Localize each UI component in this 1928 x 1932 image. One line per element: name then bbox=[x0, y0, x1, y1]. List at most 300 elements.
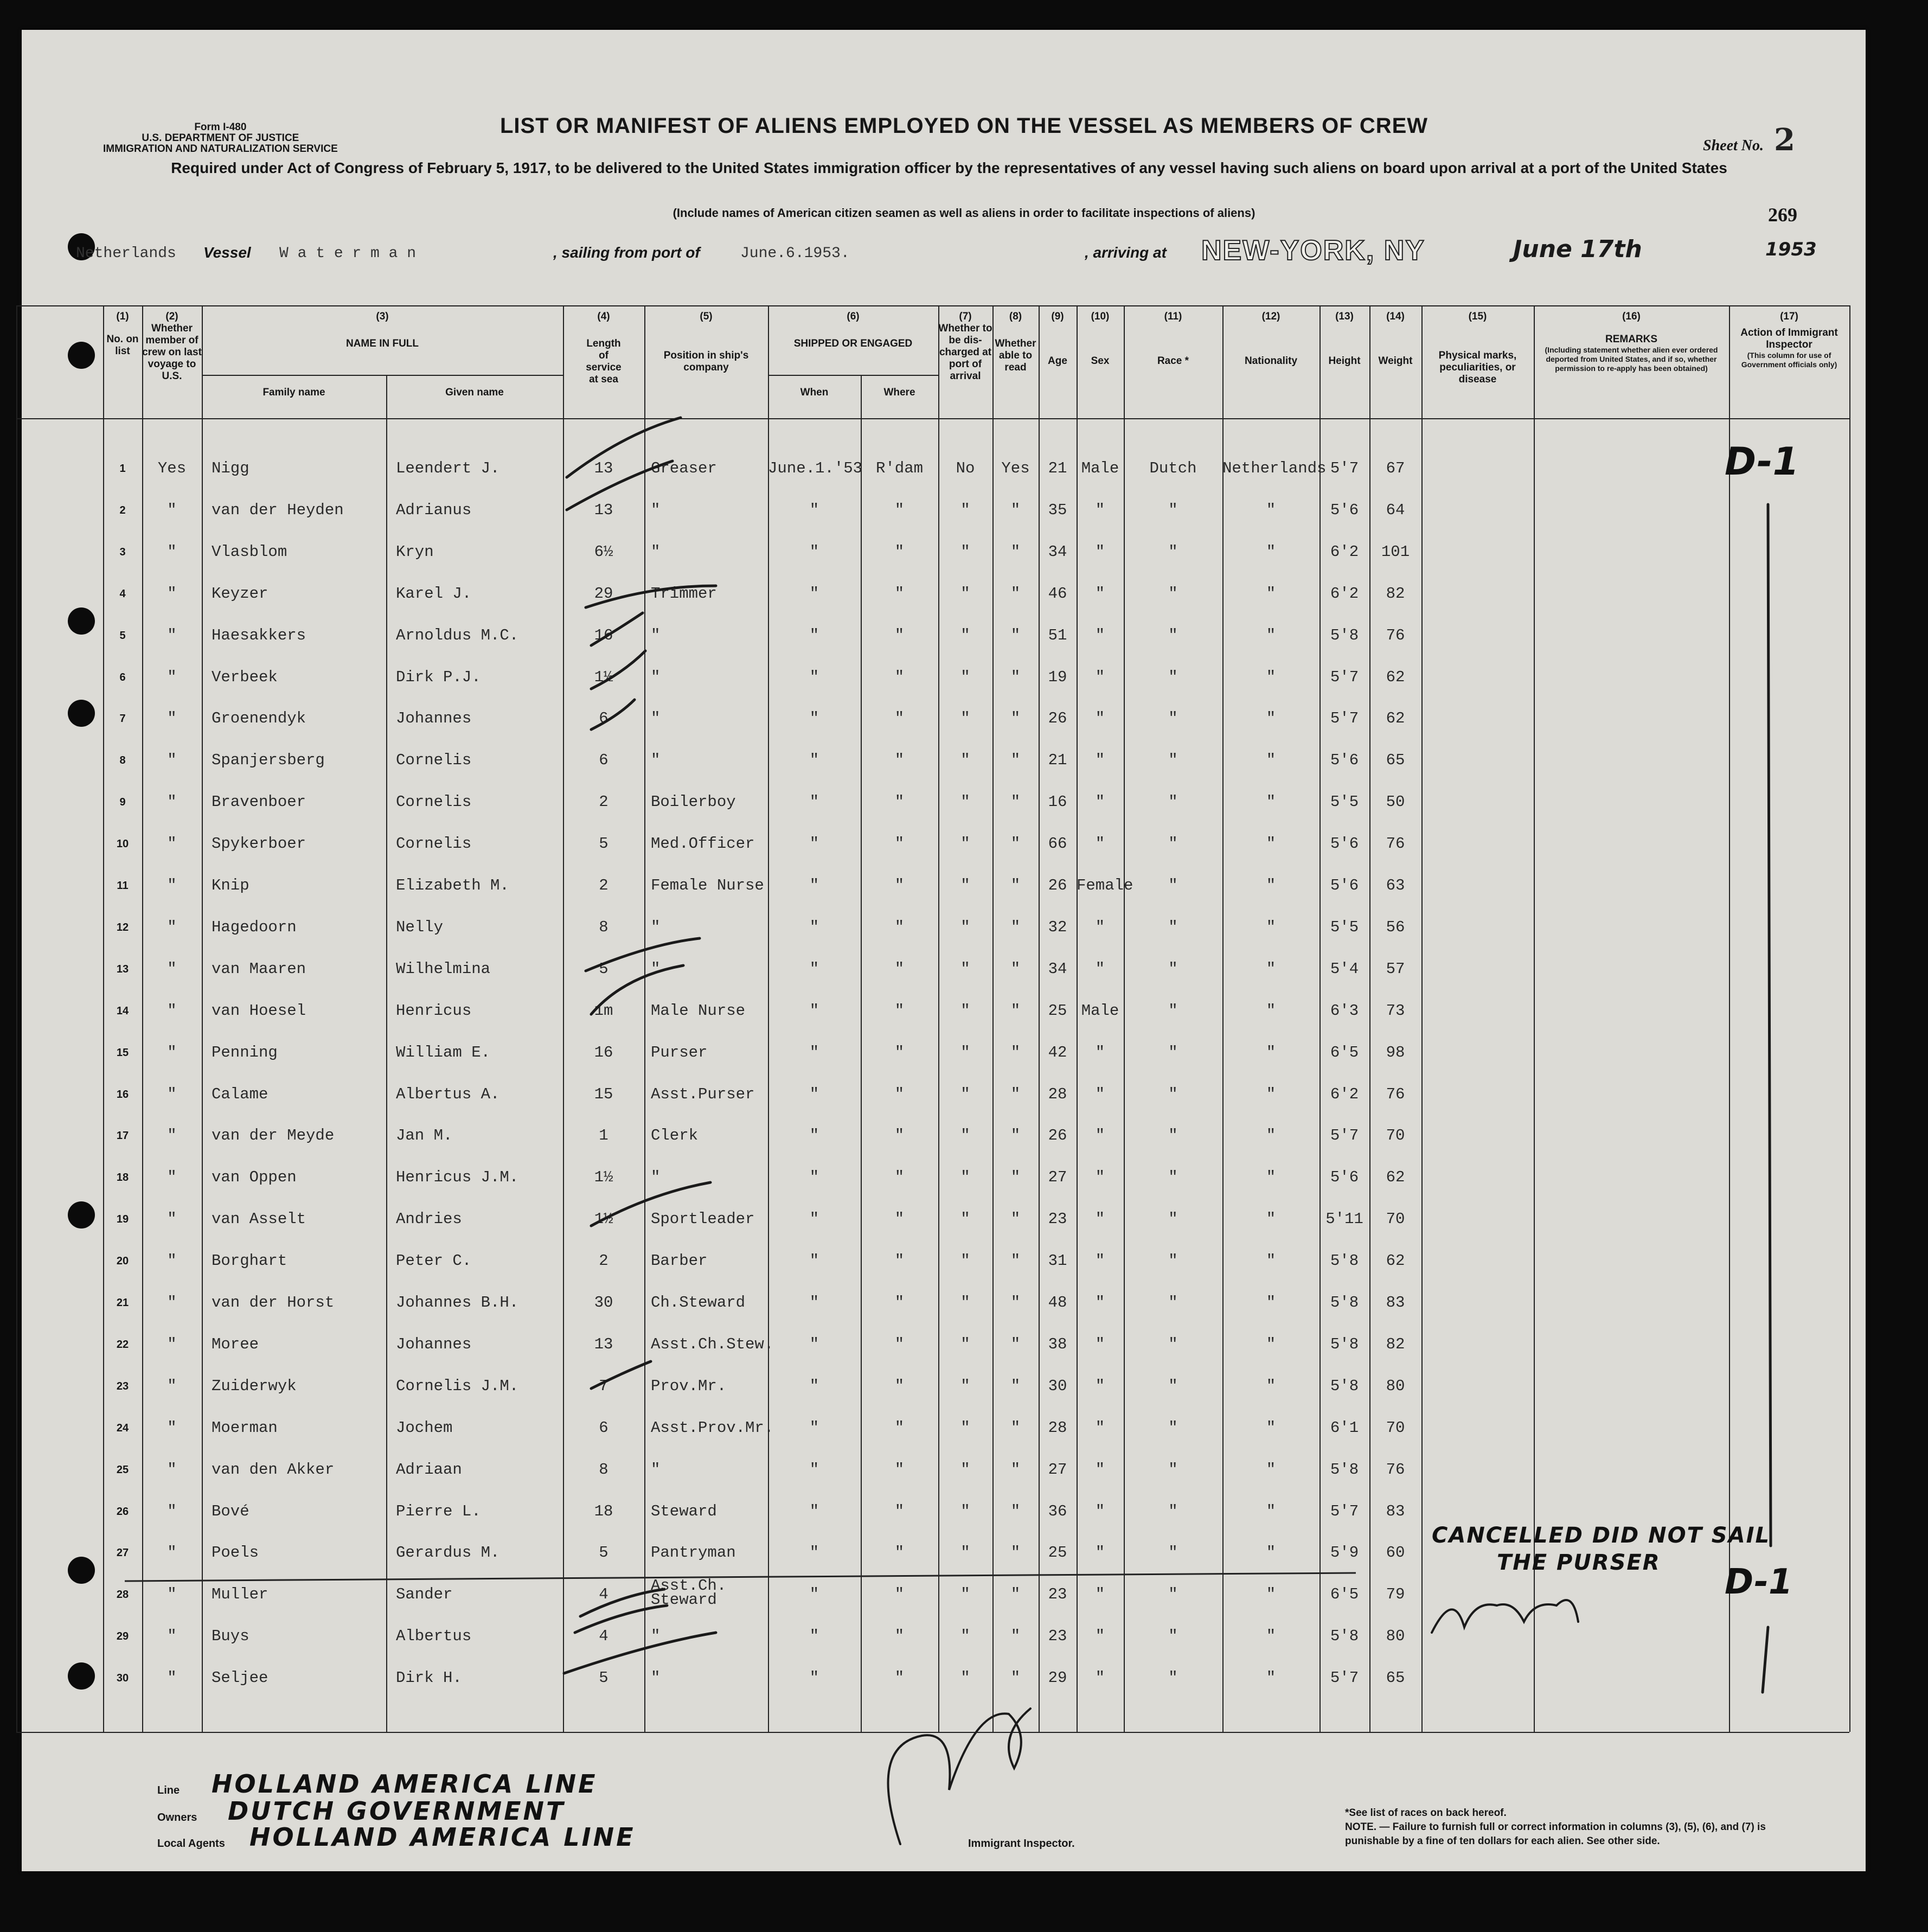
cell-race: " bbox=[1168, 1377, 1178, 1395]
cell-read: " bbox=[1010, 918, 1021, 936]
cell-family: Seljee bbox=[212, 1669, 268, 1687]
sheet-number-value: 2 bbox=[1774, 122, 1795, 158]
cell-prev: " bbox=[167, 1043, 177, 1061]
cell-given: Cornelis bbox=[396, 751, 472, 770]
cell-service: 1m bbox=[594, 1001, 613, 1020]
cell-weight: 80 bbox=[1386, 1627, 1405, 1646]
cell-nat: " bbox=[1266, 1252, 1276, 1270]
cell-disch: " bbox=[960, 959, 970, 978]
cell-read: " bbox=[1010, 1127, 1021, 1145]
col-header-sex: Sex bbox=[1091, 355, 1110, 367]
cell-position: Asst.Prov.Mr. bbox=[651, 1418, 774, 1437]
cell-when: " bbox=[809, 709, 819, 728]
cell-sex: " bbox=[1095, 1335, 1105, 1353]
cell-age: 23 bbox=[1048, 1627, 1067, 1646]
cell-family: van der Heyden bbox=[212, 501, 344, 519]
cell-weight: 76 bbox=[1386, 1085, 1405, 1103]
arrival-date: June 17th bbox=[1513, 235, 1642, 263]
col-header-height: Height bbox=[1328, 355, 1361, 367]
cell-sex: " bbox=[1095, 668, 1105, 686]
cell-height: 5'6 bbox=[1330, 877, 1359, 894]
cell-no: 25 bbox=[116, 1463, 129, 1476]
cell-prev: " bbox=[167, 1418, 177, 1437]
inspector-label: Immigrant Inspector. bbox=[968, 1838, 1075, 1850]
col-num-12: (12) bbox=[1261, 311, 1280, 322]
cell-race: " bbox=[1168, 1252, 1178, 1270]
cell-when: " bbox=[809, 959, 819, 978]
cell-read: " bbox=[1010, 1168, 1021, 1187]
cell-prev: Yes bbox=[157, 459, 187, 477]
cell-age: 31 bbox=[1048, 1252, 1067, 1270]
cell-given: Kryn bbox=[396, 542, 434, 561]
action-column-line bbox=[1768, 504, 1771, 1546]
cell-service: 5 bbox=[599, 1669, 608, 1687]
cell-family: van Maaren bbox=[212, 959, 306, 978]
cell-read: " bbox=[1010, 1001, 1021, 1020]
cell-position: " bbox=[651, 751, 661, 770]
cell-where: R'dam bbox=[875, 459, 923, 477]
cell-sex: " bbox=[1095, 793, 1105, 811]
cell-nat: " bbox=[1266, 626, 1276, 644]
cell-weight: 62 bbox=[1386, 1252, 1405, 1270]
cell-sex: " bbox=[1095, 1460, 1105, 1479]
cell-nat: " bbox=[1266, 501, 1276, 519]
cell-age: 16 bbox=[1048, 793, 1067, 811]
cell-when: " bbox=[809, 1127, 819, 1145]
manifest-title: LIST OR MANIFEST OF ALIENS EMPLOYED ON THE VESSEL AS MEMBERS OF CREW bbox=[499, 114, 1429, 138]
cell-weight: 76 bbox=[1386, 1460, 1405, 1479]
col-header-where: Where bbox=[883, 387, 915, 398]
cell-sex: " bbox=[1095, 1544, 1105, 1562]
cell-position: Male Nurse bbox=[651, 1001, 746, 1020]
col-header-race: Race * bbox=[1157, 355, 1189, 367]
cell-nat: " bbox=[1266, 835, 1276, 853]
cell-height: 5'8 bbox=[1330, 1627, 1359, 1646]
cell-nat: " bbox=[1266, 1168, 1276, 1187]
cell-service: 5 bbox=[599, 835, 608, 853]
cell-given: Elizabeth M. bbox=[396, 877, 509, 894]
cell-read: " bbox=[1010, 793, 1021, 811]
cell-height: 5'5 bbox=[1330, 793, 1359, 811]
cell-no: 6 bbox=[119, 671, 126, 683]
cell-age: 32 bbox=[1048, 918, 1067, 936]
checkmark-stroke bbox=[591, 1182, 710, 1226]
cell-height: 5'6 bbox=[1330, 835, 1359, 853]
cell-disch: " bbox=[960, 626, 970, 644]
cell-when: " bbox=[809, 542, 819, 561]
cell-age: 66 bbox=[1048, 835, 1067, 853]
vessel-label: Vessel bbox=[203, 244, 251, 261]
cell-read: " bbox=[1010, 1460, 1021, 1479]
cell-given: Henricus J.M. bbox=[396, 1168, 519, 1187]
cell-given: Jan M. bbox=[396, 1127, 453, 1145]
cell-given: Leendert J. bbox=[396, 459, 500, 477]
cell-position: Steward bbox=[651, 1502, 717, 1520]
col-header-given: Given name bbox=[445, 387, 504, 398]
cell-where: " bbox=[894, 1544, 905, 1562]
cell-weight: 83 bbox=[1386, 1294, 1405, 1312]
agents-value: HOLLAND AMERICA LINE bbox=[249, 1822, 636, 1852]
cell-position: " bbox=[651, 542, 661, 561]
cell-nat: " bbox=[1266, 1418, 1276, 1437]
cell-prev: " bbox=[167, 501, 177, 519]
cell-no: 9 bbox=[119, 796, 126, 809]
cell-where: " bbox=[894, 1627, 905, 1646]
cell-service: 2 bbox=[599, 793, 608, 811]
cell-disch: " bbox=[960, 1210, 970, 1229]
cell-disch: " bbox=[960, 835, 970, 853]
cell-height: 5'8 bbox=[1330, 1335, 1359, 1353]
action-column-line bbox=[1763, 1627, 1768, 1692]
cell-sex: " bbox=[1095, 1377, 1105, 1395]
cell-where: " bbox=[894, 1669, 905, 1687]
footnote bbox=[1345, 1806, 1806, 1848]
cell-sex: " bbox=[1095, 1585, 1105, 1604]
cell-where: " bbox=[894, 668, 905, 686]
serial-number: 269 bbox=[1768, 204, 1797, 226]
cell-given: Cornelis J.M. bbox=[396, 1377, 519, 1395]
cell-family: Spanjersberg bbox=[212, 751, 325, 770]
cell-age: 19 bbox=[1048, 668, 1067, 686]
cell-prev: " bbox=[167, 542, 177, 561]
cell-position: Clerk bbox=[651, 1127, 699, 1145]
cell-family: van Oppen bbox=[212, 1168, 297, 1187]
cell-height: 5'6 bbox=[1330, 501, 1359, 519]
cell-race: " bbox=[1168, 1669, 1178, 1687]
vessel-flag: Netherlands bbox=[76, 245, 176, 262]
cell-weight: 50 bbox=[1386, 793, 1405, 811]
cell-service: 6 bbox=[599, 751, 608, 770]
cell-sex: " bbox=[1095, 1085, 1105, 1103]
cell-family: Bové bbox=[212, 1502, 249, 1520]
cell-where: " bbox=[894, 1043, 905, 1061]
cell-given: Pierre L. bbox=[396, 1502, 481, 1520]
cell-no: 15 bbox=[116, 1046, 129, 1059]
cell-read: " bbox=[1010, 1085, 1021, 1103]
cell-no: 26 bbox=[116, 1505, 129, 1518]
line-label: Line bbox=[157, 1784, 180, 1796]
cell-no: 7 bbox=[119, 713, 126, 725]
cell-weight: 65 bbox=[1386, 751, 1405, 770]
cell-age: 51 bbox=[1048, 626, 1067, 644]
cell-nat: " bbox=[1266, 584, 1276, 603]
cell-when: " bbox=[809, 1585, 819, 1604]
cell-sex: Male bbox=[1081, 1001, 1119, 1020]
cell-service: 6 bbox=[599, 709, 608, 728]
cell-disch: " bbox=[960, 1127, 970, 1145]
cell-age: 21 bbox=[1048, 751, 1067, 770]
cell-family: Nigg bbox=[212, 459, 249, 477]
cell-prev: " bbox=[167, 793, 177, 811]
cell-position: Asst.Purser bbox=[651, 1085, 755, 1103]
cell-family: van den Akker bbox=[212, 1460, 335, 1479]
cell-service: 1½ bbox=[594, 1168, 613, 1187]
cell-nat: " bbox=[1266, 1335, 1276, 1353]
cell-sex: " bbox=[1095, 1502, 1105, 1520]
cell-disch: " bbox=[960, 1168, 970, 1187]
cell-nat: " bbox=[1266, 1294, 1276, 1312]
cell-nat: " bbox=[1266, 918, 1276, 936]
col-header-physical: Physical marks, peculiarities, or disease bbox=[1438, 350, 1517, 385]
cell-where: " bbox=[894, 1377, 905, 1395]
cell-prev: " bbox=[167, 918, 177, 936]
cell-race: " bbox=[1168, 1127, 1178, 1145]
cell-prev: " bbox=[167, 1168, 177, 1187]
cell-prev: " bbox=[167, 877, 177, 894]
cell-where: " bbox=[894, 1418, 905, 1437]
col-num-9: (9) bbox=[1051, 311, 1064, 322]
cell-service: 4 bbox=[599, 1627, 608, 1646]
cell-when: " bbox=[809, 918, 819, 936]
cell-race: " bbox=[1168, 793, 1178, 811]
cell-height: 6'2 bbox=[1330, 584, 1359, 603]
cell-when: " bbox=[809, 584, 819, 603]
cell-family: Bravenboer bbox=[212, 793, 306, 811]
cell-sex: " bbox=[1095, 542, 1105, 561]
cell-race: " bbox=[1168, 1294, 1178, 1312]
cell-sex: " bbox=[1095, 1252, 1105, 1270]
cell-sex: " bbox=[1095, 959, 1105, 978]
checkmark-stroke bbox=[591, 965, 683, 1014]
cell-family: Poels bbox=[212, 1544, 259, 1562]
cell-race: " bbox=[1168, 835, 1178, 853]
cell-given: Adriaan bbox=[396, 1460, 462, 1479]
cell-disch: " bbox=[960, 1627, 970, 1646]
vessel-name: W a t e r m a n bbox=[279, 245, 417, 262]
cell-race: " bbox=[1168, 1085, 1178, 1103]
cell-nat: " bbox=[1266, 877, 1276, 894]
cell-read: " bbox=[1010, 959, 1021, 978]
cell-race: Dutch bbox=[1149, 459, 1197, 477]
cell-age: 42 bbox=[1048, 1043, 1067, 1061]
cell-race: " bbox=[1168, 959, 1178, 978]
cell-nat: " bbox=[1266, 1460, 1276, 1479]
cell-when: " bbox=[809, 1252, 819, 1270]
cell-height: 6'5 bbox=[1330, 1043, 1359, 1061]
col-num-11: (11) bbox=[1164, 311, 1182, 322]
cell-weight: 62 bbox=[1386, 1168, 1405, 1187]
cell-race: " bbox=[1168, 1043, 1178, 1061]
cell-read: " bbox=[1010, 626, 1021, 644]
cell-given: William E. bbox=[396, 1043, 491, 1061]
cell-disch: " bbox=[960, 1460, 970, 1479]
cell-height: 5'7 bbox=[1330, 1502, 1359, 1520]
cell-prev: " bbox=[167, 1252, 177, 1270]
cell-sex: " bbox=[1095, 1294, 1105, 1312]
arrival-year: 1953 bbox=[1765, 239, 1817, 260]
cell-age: 27 bbox=[1048, 1460, 1067, 1479]
col-num-16: (16) bbox=[1622, 311, 1641, 322]
cell-when: " bbox=[809, 1043, 819, 1061]
cell-family: Verbeek bbox=[212, 668, 278, 686]
cell-position: " bbox=[651, 501, 661, 519]
cell-service: 2 bbox=[599, 877, 608, 894]
cell-sex: Female bbox=[1077, 877, 1133, 894]
cell-disch: " bbox=[960, 1377, 970, 1395]
cell-service: 5 bbox=[599, 1544, 608, 1562]
line-value: HOLLAND AMERICA LINE bbox=[212, 1769, 598, 1799]
cell-service: 4 bbox=[599, 1585, 608, 1604]
cell-when: " bbox=[809, 1377, 819, 1395]
sailing-label: , sailing from port of bbox=[553, 244, 700, 261]
checkmark-stroke bbox=[591, 700, 635, 730]
form-number: Form I-480 bbox=[194, 121, 247, 133]
cell-family: van der Meyde bbox=[212, 1127, 335, 1145]
cell-disch: " bbox=[960, 1043, 970, 1061]
cell-weight: 64 bbox=[1386, 501, 1405, 519]
cell-weight: 76 bbox=[1386, 835, 1405, 853]
cell-sex: Male bbox=[1081, 459, 1119, 477]
cell-service: 29 bbox=[594, 584, 613, 603]
cell-service: 1 bbox=[599, 1127, 608, 1145]
cell-prev: " bbox=[167, 1210, 177, 1229]
cell-no: 19 bbox=[116, 1213, 129, 1226]
cell-sex: " bbox=[1095, 835, 1105, 853]
cell-race: " bbox=[1168, 751, 1178, 770]
cell-no: 23 bbox=[116, 1380, 129, 1392]
col-header-no: No. on list bbox=[106, 334, 139, 357]
cell-position: Med.Officer bbox=[651, 835, 755, 853]
cell-height: 5'7 bbox=[1330, 709, 1359, 728]
cell-no: 8 bbox=[119, 754, 126, 767]
cell-family: Moerman bbox=[212, 1418, 278, 1437]
col-num-6: (6) bbox=[847, 311, 860, 322]
cell-nat: " bbox=[1266, 1669, 1276, 1687]
cell-no: 3 bbox=[119, 546, 126, 558]
cell-prev: " bbox=[167, 626, 177, 644]
cell-service: 6½ bbox=[594, 542, 613, 561]
cell-sex: " bbox=[1095, 751, 1105, 770]
strikethrough-line bbox=[125, 1573, 1356, 1581]
cell-disch: " bbox=[960, 1585, 970, 1604]
cell-weight: 70 bbox=[1386, 1127, 1405, 1145]
cell-read: " bbox=[1010, 835, 1021, 853]
col-num-14: (14) bbox=[1386, 311, 1405, 322]
cell-no: 5 bbox=[119, 629, 126, 642]
cell-height: 5'8 bbox=[1330, 1252, 1359, 1270]
cell-height: 5'8 bbox=[1330, 1460, 1359, 1479]
cell-age: 35 bbox=[1048, 501, 1067, 519]
cell-race: " bbox=[1168, 542, 1178, 561]
col-num-5: (5) bbox=[700, 311, 713, 322]
manifest-note: (Include names of American citizen seamen as well as aliens in order to facilitate inspections of aliens) bbox=[672, 206, 1256, 220]
cell-disch: " bbox=[960, 1335, 970, 1353]
cell-given: Jochem bbox=[396, 1418, 453, 1437]
cell-where: " bbox=[894, 1294, 905, 1312]
cell-position: Asst.Ch. Steward bbox=[651, 1577, 727, 1609]
cell-when: " bbox=[809, 626, 819, 644]
cell-position: Pantryman bbox=[651, 1544, 736, 1562]
cell-when: " bbox=[809, 501, 819, 519]
cell-age: 25 bbox=[1048, 1544, 1067, 1562]
cell-race: " bbox=[1168, 1544, 1178, 1562]
cell-no: 22 bbox=[116, 1338, 129, 1351]
cell-read: " bbox=[1010, 1627, 1021, 1646]
cell-no: 4 bbox=[119, 587, 126, 600]
col-num-15: (15) bbox=[1468, 311, 1487, 322]
cell-family: van Asselt bbox=[212, 1210, 306, 1229]
cell-disch: " bbox=[960, 1252, 970, 1270]
cell-where: " bbox=[894, 626, 905, 644]
cell-nat: " bbox=[1266, 668, 1276, 686]
cell-service: 8 bbox=[599, 918, 608, 936]
cell-read: " bbox=[1010, 501, 1021, 519]
cell-height: 6'2 bbox=[1330, 1085, 1359, 1103]
cell-race: " bbox=[1168, 501, 1178, 519]
cell-height: 5'7 bbox=[1330, 668, 1359, 686]
cell-read: " bbox=[1010, 584, 1021, 603]
cell-sex: " bbox=[1095, 501, 1105, 519]
cell-nat: " bbox=[1266, 1085, 1276, 1103]
cell-read: " bbox=[1010, 1377, 1021, 1395]
cell-position: " bbox=[651, 1669, 661, 1687]
cell-no: 2 bbox=[119, 504, 126, 516]
cell-position: " bbox=[651, 1627, 661, 1646]
cell-where: " bbox=[894, 1252, 905, 1270]
col-header-age: Age bbox=[1048, 355, 1067, 367]
cell-no: 17 bbox=[116, 1130, 129, 1142]
cell-sex: " bbox=[1095, 584, 1105, 603]
cell-race: " bbox=[1168, 584, 1178, 603]
cell-service: 30 bbox=[594, 1294, 613, 1312]
cell-position: " bbox=[651, 709, 661, 728]
arriving-label: , arriving at bbox=[1085, 244, 1167, 261]
inspector-signature bbox=[888, 1709, 1031, 1844]
cell-no: 21 bbox=[116, 1297, 129, 1309]
cell-age: 26 bbox=[1048, 709, 1067, 728]
cell-race: " bbox=[1168, 918, 1178, 936]
cell-when: " bbox=[809, 751, 819, 770]
cell-weight: 98 bbox=[1386, 1043, 1405, 1061]
cell-family: Zuiderwyk bbox=[212, 1377, 297, 1395]
cell-sex: " bbox=[1095, 1127, 1105, 1145]
cell-given: Albertus bbox=[396, 1627, 472, 1646]
cell-height: 5'11 bbox=[1325, 1210, 1363, 1229]
cell-family: Borghart bbox=[212, 1252, 287, 1270]
cell-position: " bbox=[651, 626, 661, 644]
cell-position: Sportleader bbox=[651, 1210, 755, 1229]
cell-age: 23 bbox=[1048, 1585, 1067, 1604]
cell-read: " bbox=[1010, 1043, 1021, 1061]
cell-weight: 62 bbox=[1386, 709, 1405, 728]
col-header-remarks: REMARKS bbox=[1605, 334, 1658, 345]
cell-sex: " bbox=[1095, 918, 1105, 936]
cell-nat: " bbox=[1266, 1001, 1276, 1020]
cell-given: Karel J. bbox=[396, 584, 472, 603]
cell-prev: " bbox=[167, 1585, 177, 1604]
cell-prev: " bbox=[167, 1669, 177, 1687]
cell-prev: " bbox=[167, 1294, 177, 1312]
cell-position: Greaser bbox=[651, 459, 717, 477]
cell-weight: 62 bbox=[1386, 668, 1405, 686]
cell-weight: 73 bbox=[1386, 1001, 1405, 1020]
cell-height: 5'7 bbox=[1330, 1669, 1359, 1687]
col-header-action-sub: (This column for use of Government officials only) bbox=[1741, 351, 1837, 369]
cell-when: " bbox=[809, 1210, 819, 1229]
cell-weight: 67 bbox=[1386, 459, 1405, 477]
cell-race: " bbox=[1168, 1627, 1178, 1646]
cell-height: 5'7 bbox=[1330, 1127, 1359, 1145]
cell-sex: " bbox=[1095, 1627, 1105, 1646]
cell-height: 6'5 bbox=[1330, 1585, 1359, 1604]
cell-read: " bbox=[1010, 1585, 1021, 1604]
cell-disch: " bbox=[960, 1085, 970, 1103]
cell-prev: " bbox=[167, 751, 177, 770]
cell-when: " bbox=[809, 877, 819, 894]
cell-where: " bbox=[894, 1168, 905, 1187]
cell-family: van Hoesel bbox=[212, 1001, 306, 1020]
col-header-family: Family name bbox=[262, 387, 325, 398]
